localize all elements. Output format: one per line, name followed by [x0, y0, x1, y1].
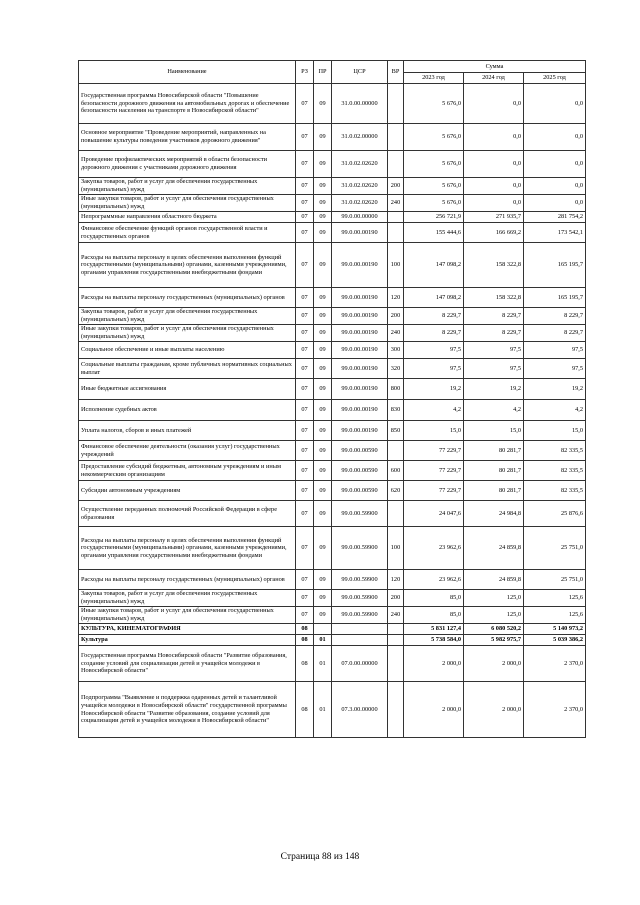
row-sum-2023: 15,0 — [404, 421, 464, 441]
row-vr — [388, 223, 404, 243]
row-sum-2025: 5 140 973,2 — [524, 624, 586, 635]
table-row — [79, 243, 586, 288]
row-sum-2025: 25 751,0 — [524, 527, 586, 570]
row-sum-2023: 8 229,7 — [404, 325, 464, 342]
table-row — [79, 178, 586, 195]
table-row — [79, 421, 586, 441]
row-sum-2024: 24 984,8 — [464, 501, 524, 527]
row-name: Расходы на выплаты персоналу государственных (муниципальных) органов — [79, 570, 296, 590]
row-name: Иные бюджетные ассигнования — [79, 379, 296, 400]
row-sum-2023: 24 047,6 — [404, 501, 464, 527]
header-name: Наименование — [79, 61, 296, 84]
row-rz: 07 — [296, 481, 314, 501]
row-csr: 07.0.00.00000 — [332, 646, 388, 682]
row-sum-2023: 4,2 — [404, 400, 464, 421]
row-sum-2024: 19,2 — [464, 379, 524, 400]
row-pr: 09 — [314, 151, 332, 178]
row-sum-2025: 5 039 386,2 — [524, 635, 586, 646]
row-sum-2023: 97,5 — [404, 342, 464, 359]
row-name: Осуществление переданных полномочий Российской Федерации в сфере образования — [79, 501, 296, 527]
table-body — [79, 84, 586, 738]
row-rz: 07 — [296, 342, 314, 359]
header-year-2025: 2025 год — [524, 73, 586, 84]
row-pr: 09 — [314, 288, 332, 308]
row-rz: 07 — [296, 124, 314, 151]
row-sum-2025: 0,0 — [524, 124, 586, 151]
row-csr: 99.0.00.00190 — [332, 342, 388, 359]
row-name: Финансовое обеспечение деятельности (оказания услуг) государственных учреждений — [79, 441, 296, 461]
table-row — [79, 151, 586, 178]
budget-table — [78, 60, 586, 738]
row-pr: 09 — [314, 223, 332, 243]
row-csr: 99.0.00.59900 — [332, 590, 388, 607]
header-sum: Сумма — [404, 61, 586, 73]
row-sum-2023: 8 229,7 — [404, 308, 464, 325]
row-sum-2024: 0,0 — [464, 84, 524, 124]
row-csr: 99.0.00.59900 — [332, 607, 388, 624]
row-pr: 09 — [314, 178, 332, 195]
row-sum-2025: 82 335,5 — [524, 481, 586, 501]
row-rz: 07 — [296, 421, 314, 441]
table-row — [79, 570, 586, 590]
row-name: Основное мероприятие "Проведение мероприятий, направленных на повышение культуры поведения участников дорожного движения" — [79, 124, 296, 151]
row-vr: 240 — [388, 195, 404, 212]
row-sum-2023: 97,5 — [404, 359, 464, 379]
row-vr: 120 — [388, 288, 404, 308]
table-row — [79, 288, 586, 308]
row-name: Расходы на выплаты персоналу государственных (муниципальных) органов — [79, 288, 296, 308]
row-pr: 09 — [314, 308, 332, 325]
row-rz: 07 — [296, 212, 314, 223]
row-name: КУЛЬТУРА, КИНЕМАТОГРАФИЯ — [79, 624, 296, 635]
row-pr: 09 — [314, 607, 332, 624]
row-vr: 620 — [388, 481, 404, 501]
row-csr: 99.0.00.00590 — [332, 441, 388, 461]
row-pr: 09 — [314, 400, 332, 421]
row-csr: 99.0.00.00190 — [332, 308, 388, 325]
row-sum-2024: 2 000,0 — [464, 682, 524, 738]
row-csr — [332, 624, 388, 635]
row-rz: 07 — [296, 325, 314, 342]
table-row — [79, 325, 586, 342]
row-pr: 09 — [314, 212, 332, 223]
row-rz: 07 — [296, 461, 314, 481]
row-rz: 07 — [296, 607, 314, 624]
row-vr — [388, 124, 404, 151]
table-row — [79, 84, 586, 124]
row-pr: 09 — [314, 359, 332, 379]
row-rz: 08 — [296, 682, 314, 738]
row-sum-2024: 0,0 — [464, 178, 524, 195]
row-sum-2025: 25 876,6 — [524, 501, 586, 527]
row-sum-2024: 4,2 — [464, 400, 524, 421]
row-pr: 09 — [314, 481, 332, 501]
row-sum-2024: 80 281,7 — [464, 461, 524, 481]
row-sum-2023: 256 721,9 — [404, 212, 464, 223]
table-row — [79, 342, 586, 359]
row-sum-2025: 125,6 — [524, 590, 586, 607]
row-sum-2024: 2 000,0 — [464, 646, 524, 682]
row-sum-2024: 166 669,2 — [464, 223, 524, 243]
row-pr: 09 — [314, 461, 332, 481]
table-row — [79, 635, 586, 646]
row-sum-2024: 271 935,7 — [464, 212, 524, 223]
table-row — [79, 682, 586, 738]
row-sum-2023: 5 676,0 — [404, 195, 464, 212]
table-row — [79, 527, 586, 570]
row-name: Иные закупки товаров, работ и услуг для обеспечения государственных (муниципальных) нужд — [79, 325, 296, 342]
row-name: Уплата налогов, сборов и иных платежей — [79, 421, 296, 441]
row-csr: 99.0.00.00190 — [332, 288, 388, 308]
row-pr: 01 — [314, 646, 332, 682]
row-sum-2025: 165 195,7 — [524, 288, 586, 308]
row-vr — [388, 646, 404, 682]
row-pr: 09 — [314, 325, 332, 342]
row-sum-2025: 165 195,7 — [524, 243, 586, 288]
row-rz: 07 — [296, 501, 314, 527]
row-sum-2024: 125,0 — [464, 607, 524, 624]
row-sum-2023: 147 098,2 — [404, 243, 464, 288]
row-sum-2024: 0,0 — [464, 195, 524, 212]
row-name: Исполнение судебных актов — [79, 400, 296, 421]
row-rz: 07 — [296, 590, 314, 607]
row-vr: 120 — [388, 570, 404, 590]
row-vr: 320 — [388, 359, 404, 379]
row-csr: 31.0.02.02620 — [332, 178, 388, 195]
row-sum-2025: 0,0 — [524, 195, 586, 212]
row-sum-2023: 5 676,0 — [404, 178, 464, 195]
row-pr: 09 — [314, 527, 332, 570]
row-sum-2024: 158 322,8 — [464, 288, 524, 308]
row-pr: 09 — [314, 124, 332, 151]
row-vr: 100 — [388, 243, 404, 288]
row-sum-2025: 0,0 — [524, 151, 586, 178]
row-pr: 09 — [314, 195, 332, 212]
row-name: Расходы на выплаты персоналу в целях обеспечения выполнения функций государственными (муниципальными) органами, казенными учреждениями, органами управления государственными внебюджетными фондами — [79, 527, 296, 570]
row-pr: 09 — [314, 421, 332, 441]
row-vr — [388, 501, 404, 527]
row-name: Подпрограмма "Выявление и поддержка одаренных детей и талантливой учащейся молодежи в Новосибирской области" государственной программы Новосибирской области "Развитие образования, создание условий для социализации детей и учащейся молодежи в Новосибирской области" — [79, 682, 296, 738]
row-sum-2024: 97,5 — [464, 359, 524, 379]
row-pr: 09 — [314, 570, 332, 590]
header-year-2023: 2023 год — [404, 73, 464, 84]
row-sum-2024: 15,0 — [464, 421, 524, 441]
page-number: Страница 88 из 148 — [280, 852, 360, 862]
row-pr: 09 — [314, 590, 332, 607]
row-rz: 07 — [296, 359, 314, 379]
table-row — [79, 379, 586, 400]
row-vr: 830 — [388, 400, 404, 421]
row-vr: 200 — [388, 178, 404, 195]
row-rz: 08 — [296, 646, 314, 682]
row-name: Культура — [79, 635, 296, 646]
row-csr: 99.0.00.00190 — [332, 325, 388, 342]
table-row — [79, 607, 586, 624]
row-sum-2024: 0,0 — [464, 151, 524, 178]
row-sum-2023: 155 444,6 — [404, 223, 464, 243]
row-sum-2024: 80 281,7 — [464, 481, 524, 501]
row-sum-2023: 85,0 — [404, 607, 464, 624]
row-sum-2025: 2 370,0 — [524, 682, 586, 738]
row-sum-2025: 25 751,0 — [524, 570, 586, 590]
row-vr — [388, 682, 404, 738]
table-row — [79, 646, 586, 682]
table-row — [79, 481, 586, 501]
row-sum-2025: 2 370,0 — [524, 646, 586, 682]
row-csr: 31.0.02.00000 — [332, 124, 388, 151]
row-csr — [332, 635, 388, 646]
row-rz: 07 — [296, 527, 314, 570]
row-sum-2024: 8 229,7 — [464, 325, 524, 342]
row-sum-2024: 80 281,7 — [464, 441, 524, 461]
row-sum-2024: 5 982 975,7 — [464, 635, 524, 646]
row-pr: 09 — [314, 342, 332, 359]
row-sum-2023: 23 962,6 — [404, 527, 464, 570]
row-sum-2025: 0,0 — [524, 84, 586, 124]
row-pr: 09 — [314, 243, 332, 288]
row-sum-2023: 19,2 — [404, 379, 464, 400]
row-sum-2024: 158 322,8 — [464, 243, 524, 288]
row-rz: 07 — [296, 84, 314, 124]
row-vr: 240 — [388, 325, 404, 342]
header-vr: ВР — [388, 61, 404, 84]
table-row — [79, 461, 586, 481]
row-name: Государственная программа Новосибирской области "Повышение безопасности дорожного движения на автомобильных дорогах и обеспечение безопасности населения на транспорте в Новосибирской области" — [79, 84, 296, 124]
row-vr: 300 — [388, 342, 404, 359]
row-vr — [388, 624, 404, 635]
row-sum-2024: 24 859,8 — [464, 527, 524, 570]
row-csr: 99.0.00.00000 — [332, 212, 388, 223]
row-sum-2025: 8 229,7 — [524, 308, 586, 325]
table-row — [79, 195, 586, 212]
row-rz: 07 — [296, 288, 314, 308]
row-name: Социальное обеспечение и иные выплаты населению — [79, 342, 296, 359]
row-name: Непрограммные направления областного бюджета — [79, 212, 296, 223]
row-csr: 99.0.00.00590 — [332, 481, 388, 501]
row-rz: 07 — [296, 308, 314, 325]
row-sum-2025: 173 542,1 — [524, 223, 586, 243]
row-csr: 07.3.00.00000 — [332, 682, 388, 738]
row-rz: 07 — [296, 400, 314, 421]
row-sum-2025: 15,0 — [524, 421, 586, 441]
row-sum-2025: 8 229,7 — [524, 325, 586, 342]
row-sum-2023: 2 000,0 — [404, 646, 464, 682]
row-csr: 99.0.00.00190 — [332, 400, 388, 421]
row-name: Расходы на выплаты персоналу в целях обеспечения выполнения функций государственными (муниципальными) органами, казенными учреждениями, органами управления государственными внебюджетными фондами — [79, 243, 296, 288]
row-vr — [388, 441, 404, 461]
row-sum-2023: 77 229,7 — [404, 481, 464, 501]
row-csr: 99.0.00.00190 — [332, 243, 388, 288]
row-vr — [388, 635, 404, 646]
row-name: Государственная программа Новосибирской области "Развитие образования, создание условий для социализации детей и учащейся молодежи в Новосибирской области" — [79, 646, 296, 682]
row-rz: 08 — [296, 635, 314, 646]
row-vr: 200 — [388, 590, 404, 607]
row-csr: 99.0.00.59900 — [332, 501, 388, 527]
row-vr — [388, 151, 404, 178]
table-row — [79, 124, 586, 151]
row-sum-2023: 5 676,0 — [404, 124, 464, 151]
row-vr: 850 — [388, 421, 404, 441]
row-pr: 09 — [314, 501, 332, 527]
row-csr: 99.0.00.00190 — [332, 223, 388, 243]
row-rz: 07 — [296, 151, 314, 178]
row-sum-2025: 82 335,5 — [524, 441, 586, 461]
row-csr: 99.0.00.59900 — [332, 570, 388, 590]
row-csr: 99.0.00.00190 — [332, 359, 388, 379]
row-vr — [388, 84, 404, 124]
row-name: Субсидии автономным учреждениям — [79, 481, 296, 501]
row-name: Финансовое обеспечение функций органов государственной власти и государственных органов — [79, 223, 296, 243]
table-row — [79, 212, 586, 223]
row-sum-2024: 6 080 520,2 — [464, 624, 524, 635]
row-csr: 99.0.00.00190 — [332, 421, 388, 441]
table-row — [79, 359, 586, 379]
row-rz: 07 — [296, 441, 314, 461]
row-vr: 600 — [388, 461, 404, 481]
row-csr: 31.0.02.02620 — [332, 195, 388, 212]
row-rz: 07 — [296, 379, 314, 400]
row-rz: 07 — [296, 178, 314, 195]
row-sum-2023: 23 962,6 — [404, 570, 464, 590]
row-pr: 09 — [314, 84, 332, 124]
row-sum-2025: 97,5 — [524, 342, 586, 359]
row-name: Проведение профилактических мероприятий в области безопасности дорожного движения с участниками дорожного движения — [79, 151, 296, 178]
table-row — [79, 624, 586, 635]
row-rz: 07 — [296, 223, 314, 243]
row-sum-2023: 2 000,0 — [404, 682, 464, 738]
row-sum-2024: 0,0 — [464, 124, 524, 151]
row-pr — [314, 624, 332, 635]
row-rz: 07 — [296, 570, 314, 590]
row-rz: 08 — [296, 624, 314, 635]
row-pr: 01 — [314, 682, 332, 738]
row-vr: 200 — [388, 308, 404, 325]
header-year-2024: 2024 год — [464, 73, 524, 84]
row-sum-2024: 97,5 — [464, 342, 524, 359]
header-pr: ПР — [314, 61, 332, 84]
row-csr: 99.0.00.59900 — [332, 527, 388, 570]
table-row — [79, 400, 586, 421]
row-sum-2023: 77 229,7 — [404, 461, 464, 481]
row-sum-2023: 147 098,2 — [404, 288, 464, 308]
row-name: Иные закупки товаров, работ и услуг для обеспечения государственных (муниципальных) нужд — [79, 607, 296, 624]
row-vr — [388, 212, 404, 223]
row-csr: 99.0.00.00190 — [332, 379, 388, 400]
row-sum-2025: 4,2 — [524, 400, 586, 421]
row-name: Закупка товаров, работ и услуг для обеспечения государственных (муниципальных) нужд — [79, 590, 296, 607]
row-csr: 99.0.00.00590 — [332, 461, 388, 481]
row-csr: 31.0.02.02620 — [332, 151, 388, 178]
row-sum-2023: 5 676,0 — [404, 84, 464, 124]
table-row — [79, 441, 586, 461]
row-name: Закупка товаров, работ и услуг для обеспечения государственных (муниципальных) нужд — [79, 308, 296, 325]
row-vr: 800 — [388, 379, 404, 400]
table-row — [79, 223, 586, 243]
row-sum-2023: 85,0 — [404, 590, 464, 607]
row-name: Предоставление субсидий бюджетным, автономным учреждениям и иным некоммерческим организациям — [79, 461, 296, 481]
row-sum-2025: 0,0 — [524, 178, 586, 195]
row-vr: 100 — [388, 527, 404, 570]
row-rz: 07 — [296, 243, 314, 288]
row-sum-2024: 24 859,8 — [464, 570, 524, 590]
row-pr: 01 — [314, 635, 332, 646]
table-row — [79, 501, 586, 527]
table-row — [79, 308, 586, 325]
row-sum-2023: 77 229,7 — [404, 441, 464, 461]
row-sum-2025: 125,6 — [524, 607, 586, 624]
row-pr: 09 — [314, 441, 332, 461]
row-csr: 31.0.00.00000 — [332, 84, 388, 124]
table-row — [79, 590, 586, 607]
row-rz: 07 — [296, 195, 314, 212]
row-name: Иные закупки товаров, работ и услуг для обеспечения государственных (муниципальных) нужд — [79, 195, 296, 212]
row-sum-2023: 5 831 127,4 — [404, 624, 464, 635]
row-name: Социальные выплаты гражданам, кроме публичных нормативных социальных выплат — [79, 359, 296, 379]
row-sum-2024: 8 229,7 — [464, 308, 524, 325]
row-sum-2025: 97,5 — [524, 359, 586, 379]
header-csr: ЦСР — [332, 61, 388, 84]
row-sum-2025: 19,2 — [524, 379, 586, 400]
row-pr: 09 — [314, 379, 332, 400]
row-sum-2023: 5 738 584,0 — [404, 635, 464, 646]
row-name: Закупка товаров, работ и услуг для обеспечения государственных (муниципальных) нужд — [79, 178, 296, 195]
row-vr: 240 — [388, 607, 404, 624]
row-sum-2025: 82 335,5 — [524, 461, 586, 481]
header-rz: РЗ — [296, 61, 314, 84]
row-sum-2023: 5 676,0 — [404, 151, 464, 178]
row-sum-2025: 281 754,2 — [524, 212, 586, 223]
row-sum-2024: 125,0 — [464, 590, 524, 607]
